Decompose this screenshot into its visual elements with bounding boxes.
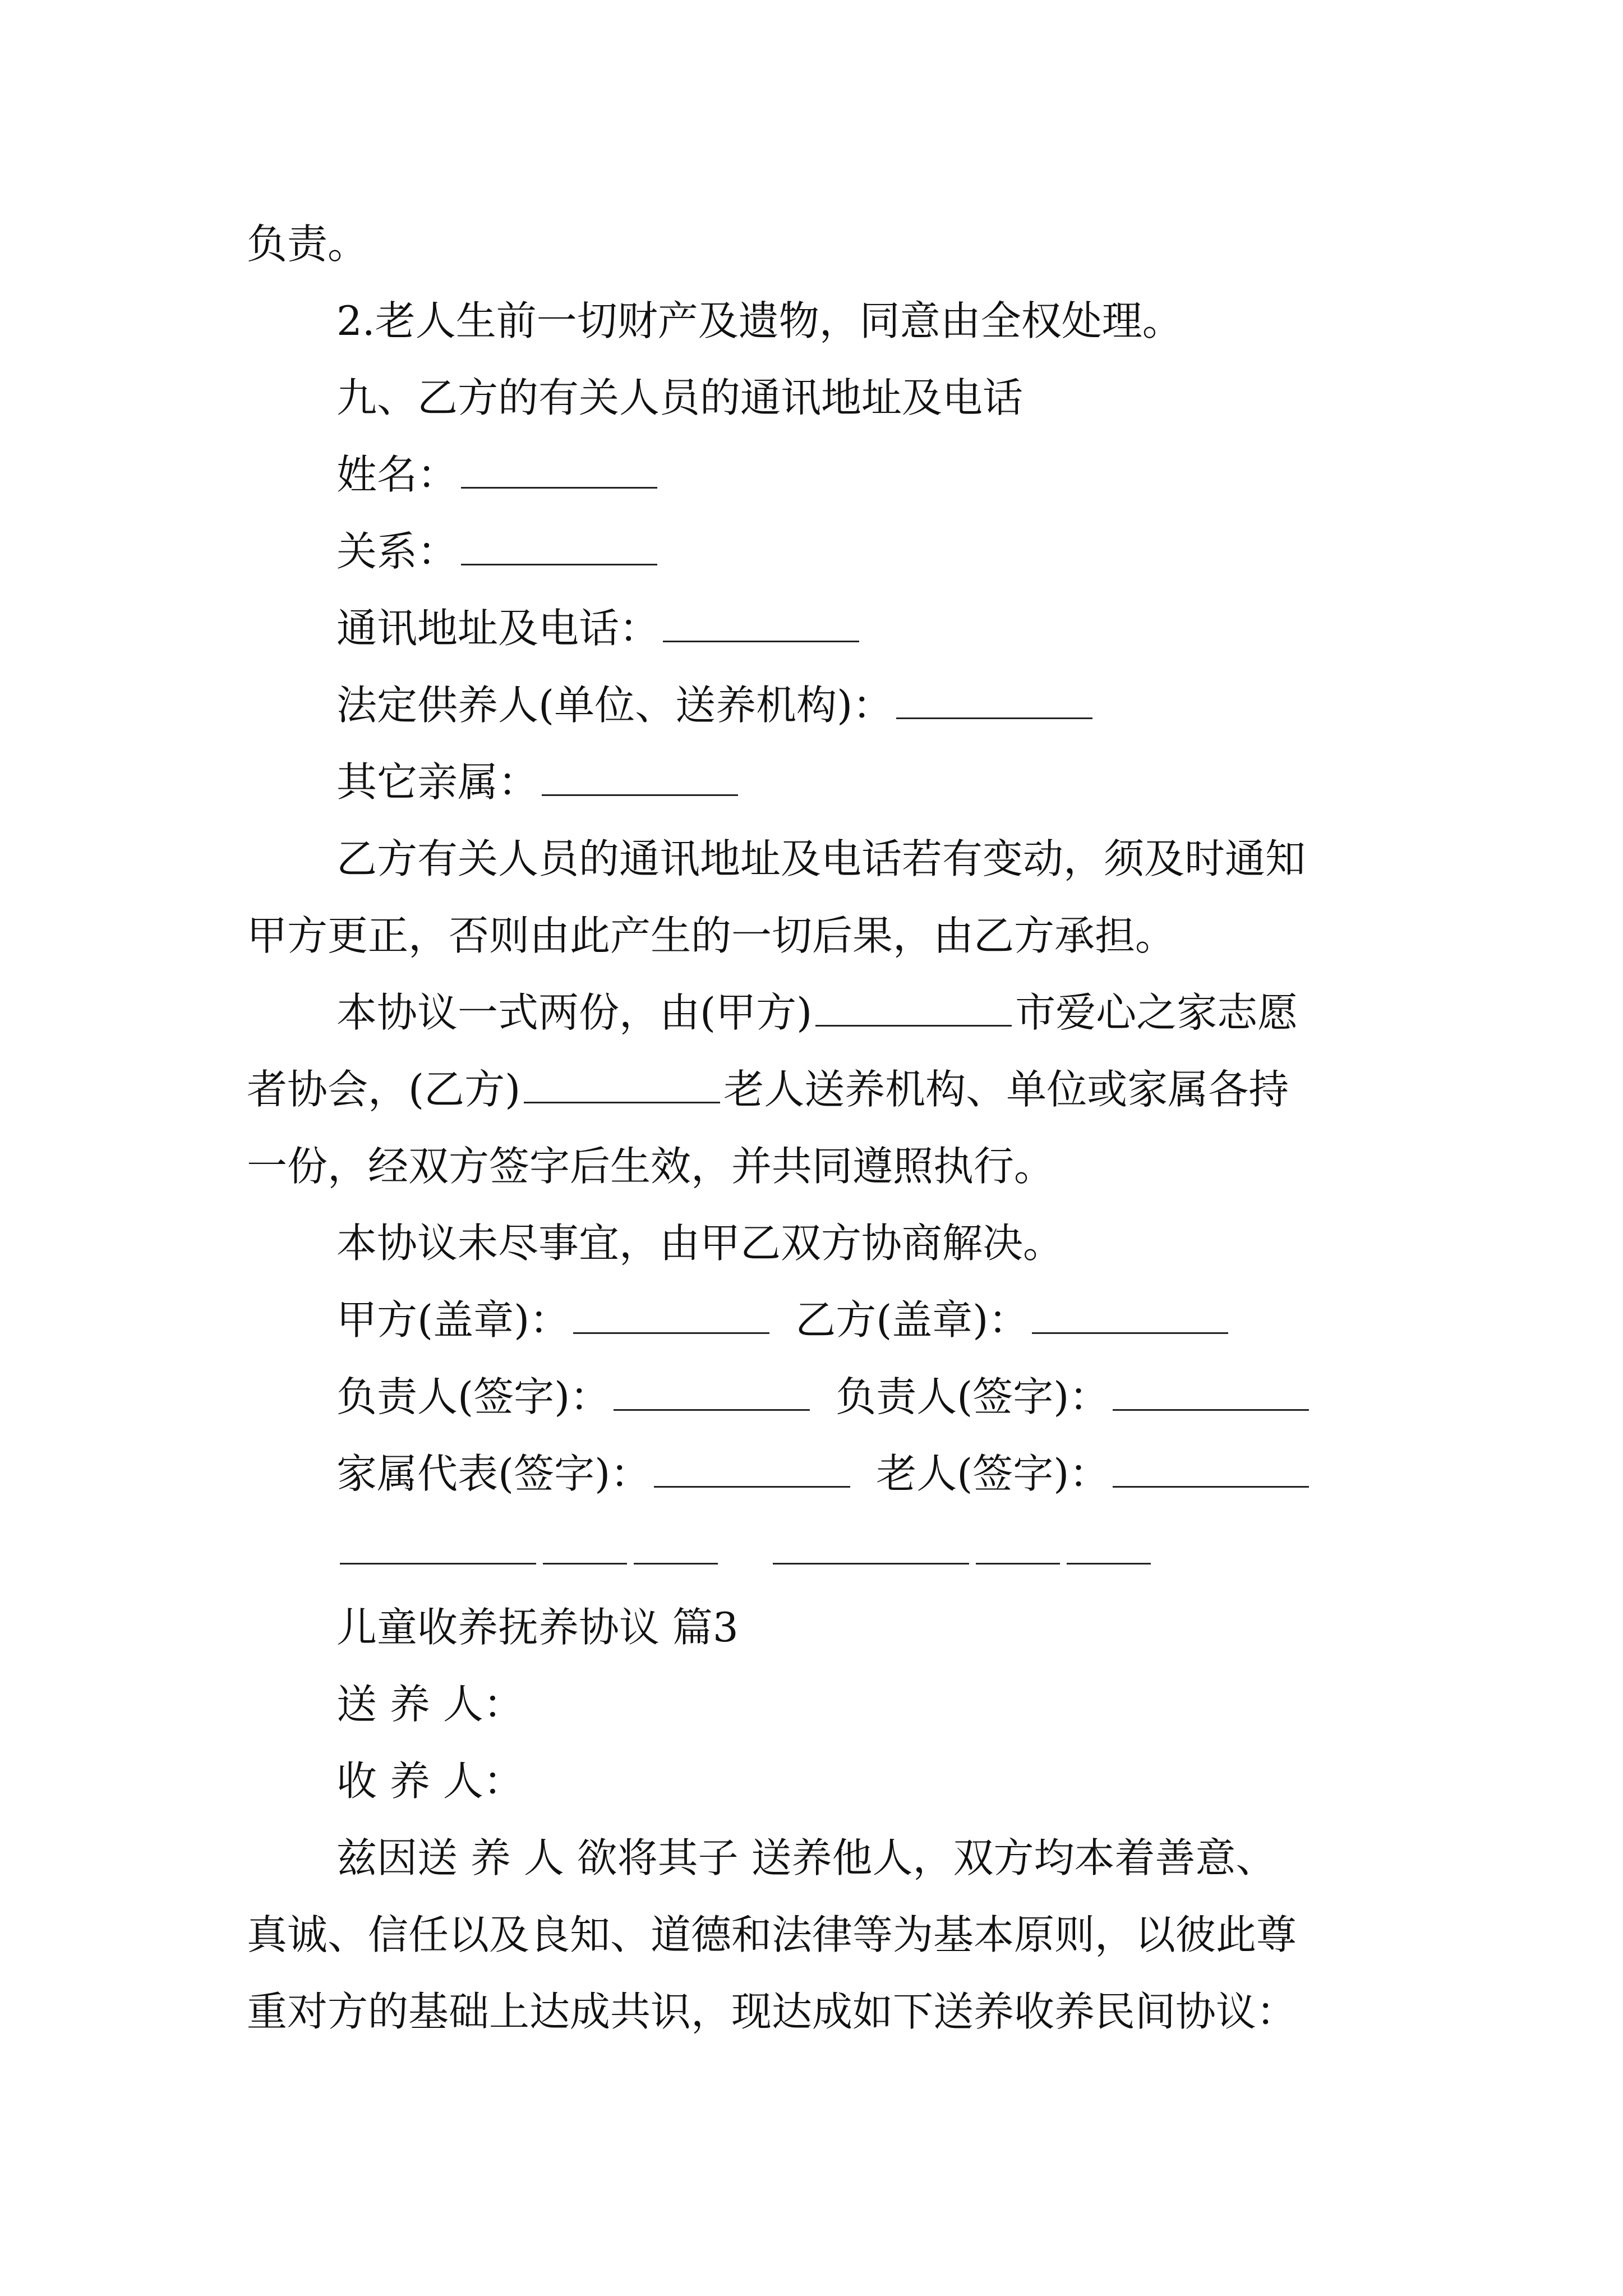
- sender-field: 送 养 人：: [336, 1681, 524, 1728]
- section-heading: 九、乙方的有关人员的通讯地址及电话: [336, 374, 1023, 421]
- guardian-blank: [896, 682, 1092, 719]
- paragraph-line: 本协议一式两份，由(甲方) 市爱心之家志愿: [336, 989, 1298, 1036]
- relatives-blank: [542, 758, 738, 796]
- paragraph-line: 者协会，(乙方) 老人送养机构、单位或家属各持: [247, 1066, 1289, 1113]
- year-blank: [340, 1527, 536, 1565]
- party-b-sign-blank: [1113, 1373, 1309, 1411]
- section-title: 儿童收养抚养协议 篇3: [336, 1604, 739, 1651]
- party-a-blank: [815, 989, 1012, 1027]
- paragraph-line: 2.老人生前一切财产及遗物，同意由全权处理。: [336, 297, 1183, 344]
- relatives-field: 其它亲属：: [336, 754, 741, 810]
- address-field: 通讯地址及电话：: [336, 600, 863, 656]
- day-blank: [634, 1527, 718, 1565]
- name-field: 姓名：: [336, 447, 661, 503]
- party-a-seal-blank: [573, 1296, 769, 1334]
- seal-row: 甲方(盖章)： 乙方(盖章)：: [336, 1292, 1232, 1348]
- signature-row: 家属代表(签字)： 老人(签字)：: [336, 1446, 1312, 1502]
- paragraph-line: 兹因送 养 人 欲将其子 送养他人，双方均本着善意、: [336, 1834, 1276, 1881]
- day-blank: [1067, 1527, 1151, 1565]
- paragraph-line: 负责。: [247, 220, 368, 268]
- month-blank: [976, 1527, 1060, 1565]
- party-a-sign-blank: [614, 1373, 810, 1411]
- relation-field: 关系：: [336, 523, 661, 579]
- paragraph-line: 一份，经双方签字后生效，并共同遵照执行。: [247, 1143, 1055, 1190]
- year-blank: [773, 1527, 969, 1565]
- adopter-field: 收 养 人：: [336, 1757, 524, 1805]
- party-b-seal-blank: [1032, 1296, 1228, 1334]
- family-sign-blank: [654, 1450, 850, 1488]
- paragraph-line: 甲方更正，否则由此产生的一切后果，由乙方承担。: [247, 912, 1176, 959]
- relation-blank: [461, 528, 657, 565]
- guardian-field: 法定供养人(单位、送养机构)：: [336, 677, 1096, 733]
- date-row: [336, 1522, 1154, 1579]
- signature-row: 负责人(签字)： 负责人(签字)：: [336, 1369, 1312, 1425]
- paragraph-line: 重对方的基础上达成共识，现达成如下送养收养民间协议：: [247, 1988, 1297, 2035]
- paragraph-line: 乙方有关人员的通讯地址及电话若有变动，须及时通知: [336, 835, 1306, 882]
- party-b-blank: [524, 1066, 720, 1103]
- paragraph-line: 本协议未尽事宜，由甲乙双方协商解决。: [336, 1220, 1064, 1267]
- name-blank: [461, 451, 657, 489]
- paragraph-line: 真诚、信任以及良知、道德和法律等为基本原则，以彼此尊: [247, 1911, 1297, 1958]
- month-blank: [543, 1527, 627, 1565]
- address-blank: [663, 605, 859, 642]
- elder-sign-blank: [1113, 1450, 1309, 1488]
